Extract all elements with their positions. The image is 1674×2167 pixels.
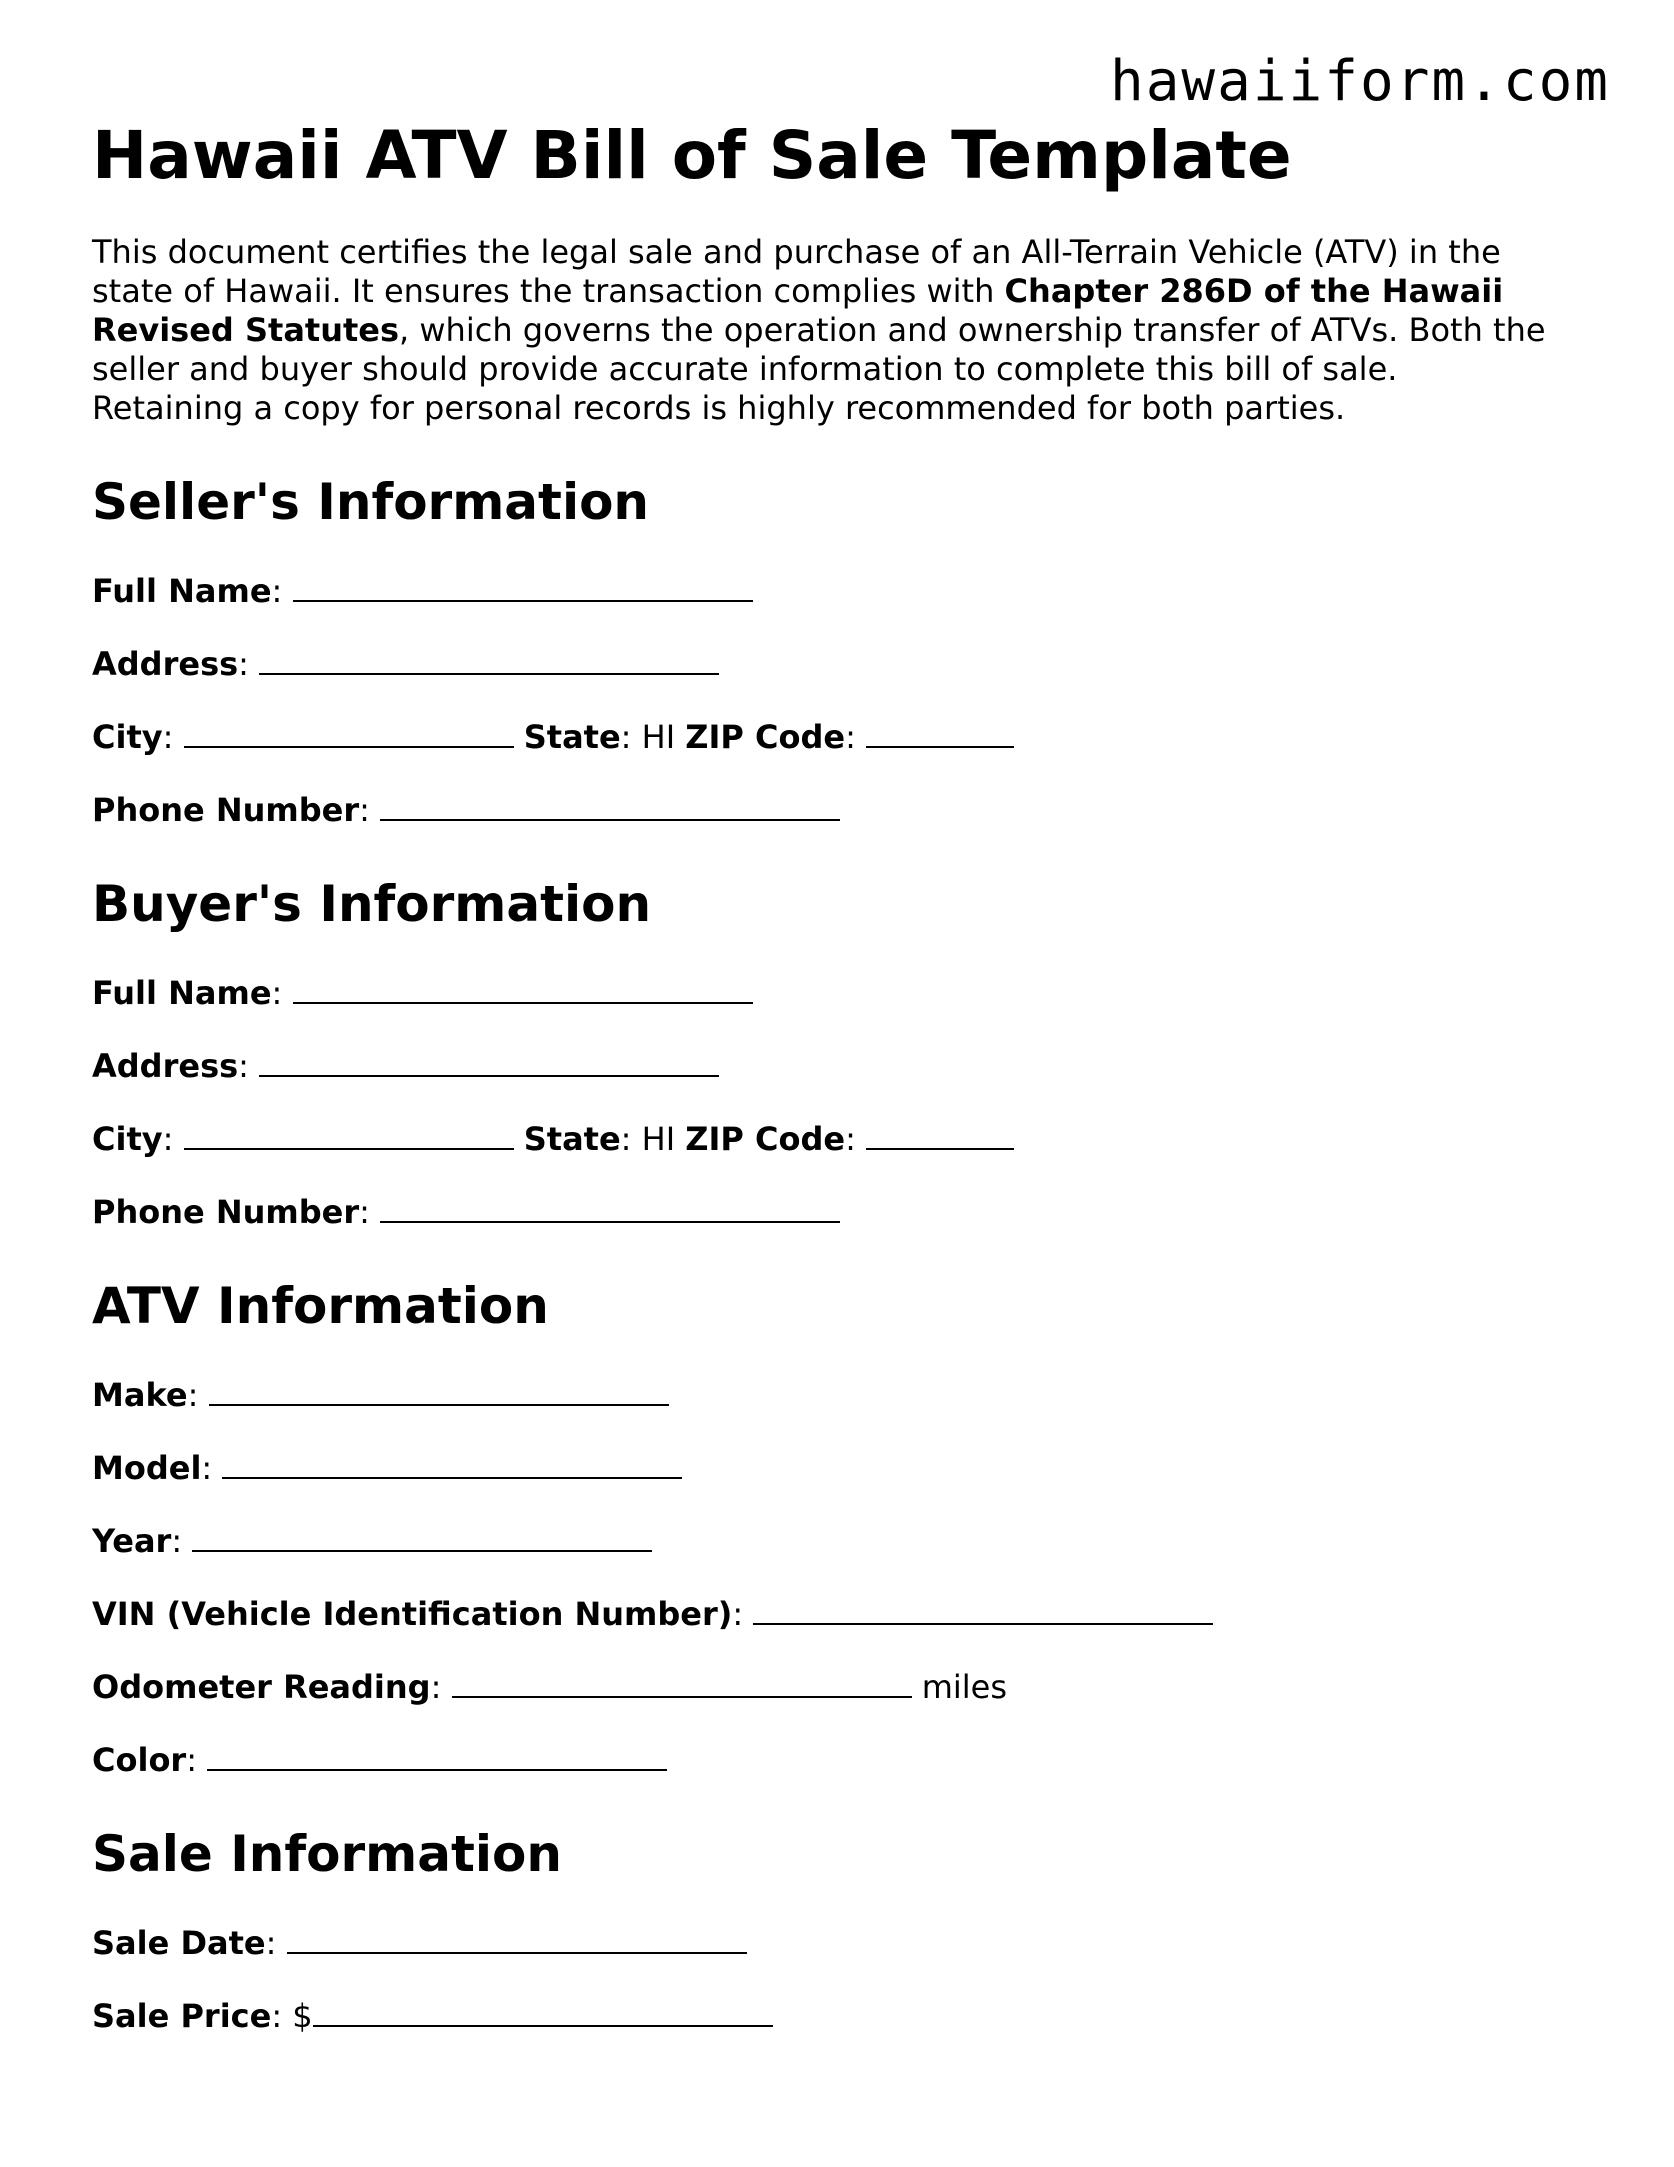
page-title: Hawaii ATV Bill of Sale Template bbox=[92, 117, 1292, 194]
sale-price-row: Sale Price: $ bbox=[92, 1995, 1552, 2036]
sale-price-blank[interactable] bbox=[313, 1995, 773, 2027]
seller-address-label: Address bbox=[92, 645, 239, 684]
buyer-zip-blank[interactable] bbox=[866, 1118, 1014, 1150]
buyer-phone-blank[interactable] bbox=[380, 1191, 840, 1223]
buyer-full-name-row: Full Name: bbox=[92, 972, 1552, 1013]
intro-paragraph bbox=[92, 233, 1547, 428]
atv-vin-label: VIN (Vehicle Identification Number) bbox=[92, 1595, 733, 1634]
seller-phone-label: Phone Number bbox=[92, 791, 360, 830]
atv-model-label: Model bbox=[92, 1449, 202, 1488]
atv-make-blank[interactable] bbox=[209, 1374, 669, 1406]
sale-date-row: Sale Date: bbox=[92, 1922, 1552, 1963]
seller-full-name-label: Full Name bbox=[92, 572, 272, 611]
seller-full-name-blank[interactable] bbox=[293, 570, 753, 602]
sale-price-label: Sale Price bbox=[92, 1997, 272, 2036]
atv-model-blank[interactable] bbox=[222, 1447, 682, 1479]
buyer-heading: Buyer's Information bbox=[92, 875, 652, 934]
atv-odometer-row: Odometer Reading: miles bbox=[92, 1668, 1007, 1707]
atv-section bbox=[92, 1276, 1552, 1780]
buyer-full-name-label: Full Name bbox=[92, 974, 272, 1013]
buyer-address-label: Address bbox=[92, 1047, 239, 1086]
sale-heading: Sale Information bbox=[92, 1825, 562, 1884]
buyer-phone-row: Phone Number: bbox=[92, 1191, 1552, 1232]
seller-city-label: City bbox=[92, 718, 163, 757]
seller-section bbox=[92, 472, 1552, 830]
atv-year-label: Year bbox=[92, 1522, 172, 1561]
atv-vin-blank[interactable] bbox=[753, 1593, 1213, 1625]
atv-make-row: Make: bbox=[92, 1374, 1552, 1415]
document-page bbox=[92, 116, 1552, 2036]
buyer-full-name-blank[interactable] bbox=[293, 972, 753, 1004]
buyer-city-label: City bbox=[92, 1120, 163, 1159]
buyer-state-value: HI bbox=[641, 1120, 676, 1159]
atv-color-blank[interactable] bbox=[207, 1739, 667, 1771]
sale-price-currency: $ bbox=[292, 1997, 313, 2036]
atv-color-row: Color: bbox=[92, 1739, 1552, 1780]
seller-full-name-row: Full Name: bbox=[92, 570, 1552, 611]
seller-city-blank[interactable] bbox=[184, 716, 514, 748]
seller-address-row: Address: bbox=[92, 643, 1552, 684]
intro-text-1: This document certifies the legal sale and purchase of an All-Terrain Vehicle (ATV) in the state of Hawaii. It ensures the transaction complies with bbox=[92, 233, 1501, 311]
intro-text-2: , which governs the operation and ownership transfer of ATVs. Both the seller and buyer should provide accurate information to complete this bill of sale. Retaining a copy for personal records is highly recommended for both parties. bbox=[92, 311, 1546, 428]
buyer-zip-label: ZIP Code bbox=[685, 1120, 846, 1159]
atv-model-row: Model: bbox=[92, 1447, 1552, 1488]
atv-make-label: Make bbox=[92, 1376, 188, 1415]
seller-phone-blank[interactable] bbox=[380, 789, 840, 821]
buyer-address-row: Address: bbox=[92, 1045, 1552, 1086]
seller-state-value: HI bbox=[641, 718, 676, 757]
atv-odometer-blank[interactable] bbox=[452, 1666, 912, 1698]
atv-color-label: Color bbox=[92, 1741, 187, 1780]
buyer-state-label: State bbox=[523, 1120, 621, 1159]
atv-odometer-unit: miles bbox=[921, 1668, 1007, 1707]
seller-zip-label: ZIP Code bbox=[685, 718, 846, 757]
atv-year-row: Year: bbox=[92, 1520, 1552, 1561]
buyer-address-blank[interactable] bbox=[259, 1045, 719, 1077]
atv-odometer-label: Odometer Reading bbox=[92, 1668, 431, 1707]
seller-state-label: State bbox=[523, 718, 621, 757]
sale-date-label: Sale Date bbox=[92, 1924, 266, 1963]
atv-year-blank[interactable] bbox=[192, 1520, 652, 1552]
atv-vin-row: VIN (Vehicle Identification Number): bbox=[92, 1593, 1552, 1634]
buyer-phone-label: Phone Number bbox=[92, 1193, 360, 1232]
buyer-section bbox=[92, 874, 1552, 1232]
buyer-city-blank[interactable] bbox=[184, 1118, 514, 1150]
buyer-city-row: City: State: HI ZIP Code: bbox=[92, 1118, 1552, 1159]
site-watermark: hawaiiform.com bbox=[1109, 49, 1610, 114]
seller-phone-row: Phone Number: bbox=[92, 789, 1552, 830]
atv-heading: ATV Information bbox=[92, 1277, 549, 1336]
seller-heading: Seller's Information bbox=[92, 473, 650, 532]
sale-date-blank[interactable] bbox=[287, 1922, 747, 1954]
seller-city-row: City: State: HI ZIP Code: bbox=[92, 716, 1552, 757]
sale-section bbox=[92, 1824, 1552, 2036]
seller-address-blank[interactable] bbox=[259, 643, 719, 675]
intro-statute-reference: Chapter 286D of the Hawaii Revised Statutes bbox=[92, 272, 1504, 350]
seller-zip-blank[interactable] bbox=[866, 716, 1014, 748]
